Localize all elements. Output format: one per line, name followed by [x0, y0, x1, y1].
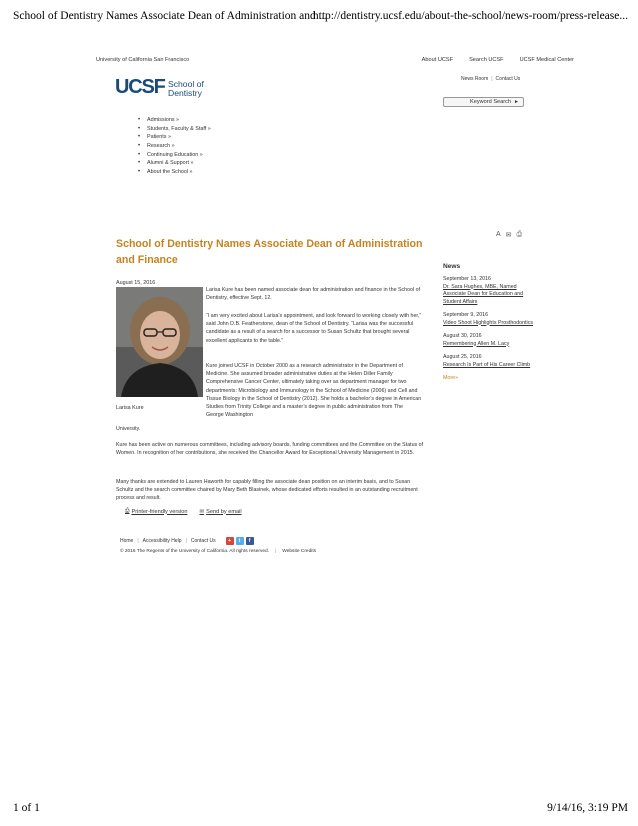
- university-link[interactable]: University of California San Francisco: [96, 57, 190, 63]
- news-item: [443, 276, 533, 306]
- nav-item-admissions[interactable]: • Admissions »: [138, 116, 211, 125]
- university-topbar: [96, 57, 574, 67]
- nav-item-students-faculty-staff[interactable]: • Students, Faculty & Staff »: [138, 125, 211, 134]
- page-tools: [496, 231, 522, 239]
- news-item-link[interactable]: Remembering Allen M. Lacy: [443, 340, 510, 347]
- article-paragraph-2: “I am very excited about Larisa’s appointment, and look forward to working closely with her,” said John D.B. Featherstone, dean of the School of Dentistry. “Larisa was the successful candidate as a result of a search for a successor to Susan Schultz that brought several excellent applicants to the table.”: [206, 313, 422, 344]
- about-ucsf-link[interactable]: About UCSF: [421, 57, 454, 63]
- news-item: [443, 312, 533, 327]
- print-header: [13, 10, 628, 26]
- twitter-icon[interactable]: t: [236, 537, 244, 545]
- more-news-link[interactable]: More»: [443, 375, 459, 381]
- print-page-number: 1 of 1: [13, 802, 40, 814]
- logo-line-1: School of: [168, 79, 204, 89]
- article-paragraph-5: Many thanks are extended to Lauren Haworth for capably filling the associate dean position on an interim basis, and to Susan Schultz and the search committee chaired by Mary Beth Blasinek, whose dedicated efforts resulted in an outstanding recruitment process and result.: [116, 479, 418, 502]
- portrait-photo: [116, 287, 203, 397]
- email-icon[interactable]: ✉: [505, 232, 512, 239]
- print-datetime: 9/14/16, 3:19 PM: [547, 802, 628, 814]
- news-room-link[interactable]: News Room: [461, 76, 489, 82]
- nav-item-about-school[interactable]: • About the School »: [138, 168, 211, 177]
- news-item-date: August 30, 2016: [443, 333, 482, 339]
- topbar-links: [422, 57, 574, 63]
- font-size-icon[interactable]: A: [496, 231, 501, 238]
- google-plus-icon[interactable]: +: [226, 537, 234, 545]
- news-item-date: September 13, 2016: [443, 276, 492, 282]
- footer-contact-link[interactable]: Contact Us: [190, 538, 216, 544]
- sidebar-heading: News: [443, 263, 461, 270]
- article-paragraph-3: Kure joined UCSF in October 2000 as a research administrator in the Department of Medicine. She assumed broader administrative duties at the Helen Diller Family Comprehensive Cancer Center, ultimately taking over as department manager for two departments: Microbiology and Immunology in the School of Medicine (2006) and Cell and Tissue Biology in the School of Dentistry (2012). She holds a bachelor’s degree in American Studies from Trinity College and a master’s degree in public administration from The George Washington: [206, 363, 422, 419]
- print-footer: [13, 802, 628, 818]
- portrait-illustration: [116, 287, 203, 397]
- contact-us-link[interactable]: Contact Us: [495, 76, 521, 82]
- photo-caption: Larisa Kure: [116, 405, 144, 411]
- news-item-date: August 25, 2016: [443, 354, 482, 360]
- divider: |: [137, 538, 139, 544]
- print-page-url: http://dentistry.ucsf.edu/about-the-school/news-room/press-release...: [312, 10, 628, 22]
- school-logo[interactable]: [115, 76, 211, 102]
- envelope-icon: ✉: [199, 508, 205, 515]
- divider: |: [275, 549, 277, 554]
- print-icon[interactable]: ⎙: [516, 231, 523, 238]
- article-paragraph-3-tail: University.: [116, 426, 141, 432]
- nav-item-alumni-support[interactable]: • Alumni & Support »: [138, 159, 211, 168]
- footer-nav: [120, 537, 254, 545]
- printer-icon: ⎙: [125, 508, 130, 514]
- keyword-search-box[interactable]: [443, 97, 524, 107]
- school-logo-text: [168, 80, 204, 98]
- news-item-link[interactable]: Dr. Sara Hughes, MBE, Named Associate Dean for Education and Student Affairs: [443, 283, 524, 305]
- article-actions: [125, 508, 242, 515]
- send-email-label: Send by email: [206, 508, 242, 515]
- article-title: School of Dentistry Names Associate Dean of Administration and Finance: [116, 238, 423, 266]
- main-nav: [138, 116, 211, 177]
- news-item: [443, 333, 533, 348]
- news-sidebar: [443, 263, 533, 381]
- footer-home-link[interactable]: Home: [120, 538, 134, 544]
- printer-friendly-label: Printer-friendly version: [131, 508, 188, 515]
- nav-item-continuing-education[interactable]: • Continuing Education »: [138, 151, 211, 160]
- facebook-icon[interactable]: f: [246, 537, 254, 545]
- social-links: [226, 537, 254, 545]
- utility-nav: [461, 76, 520, 82]
- footer-copyright: [120, 549, 316, 554]
- news-item-link[interactable]: Research Is Part of His Career Climb: [443, 361, 531, 368]
- nav-item-patients[interactable]: • Patients »: [138, 133, 211, 142]
- logo-line-2: Dentistry: [168, 88, 202, 99]
- ucsf-logo-mark: UCSF: [115, 76, 165, 98]
- divider: |: [185, 538, 187, 544]
- divider: |: [491, 76, 493, 82]
- news-item: [443, 354, 533, 369]
- footer-accessibility-link[interactable]: Accessibility Help: [142, 538, 182, 544]
- printer-friendly-link[interactable]: [125, 508, 187, 515]
- news-item-link[interactable]: Video Shoot Highlights Prosthodontics: [443, 319, 534, 326]
- nav-item-research[interactable]: • Research »: [138, 142, 211, 151]
- website-credits-link[interactable]: Website Credits: [282, 549, 317, 554]
- print-page-title: School of Dentistry Names Associate Dean of Administration and ...: [13, 10, 328, 22]
- copyright-text: © 2016 The Regents of the University of California. All rights reserved.: [120, 549, 270, 554]
- search-ucsf-link[interactable]: Search UCSF: [469, 57, 504, 63]
- send-email-link[interactable]: [199, 508, 241, 515]
- article-paragraph-4: Kure has been active on numerous committees, including advisory boards, funding committees and the Committee on the Status of Women. In recognition of her contributions, she received the Chancellor Award for Exceptional University Management in 2015.: [116, 442, 424, 457]
- news-item-date: September 9, 2016: [443, 312, 489, 318]
- search-arrow-icon[interactable]: ►: [514, 99, 519, 105]
- search-label: Keyword Search: [470, 99, 512, 105]
- article-paragraph-1: Larisa Kure has been named associate dean for administration and finance in the School of Dentistry, effective Sept. 12.: [206, 287, 421, 302]
- medical-center-link[interactable]: UCSF Medical Center: [519, 57, 574, 63]
- article-date: August 15, 2016: [116, 280, 156, 286]
